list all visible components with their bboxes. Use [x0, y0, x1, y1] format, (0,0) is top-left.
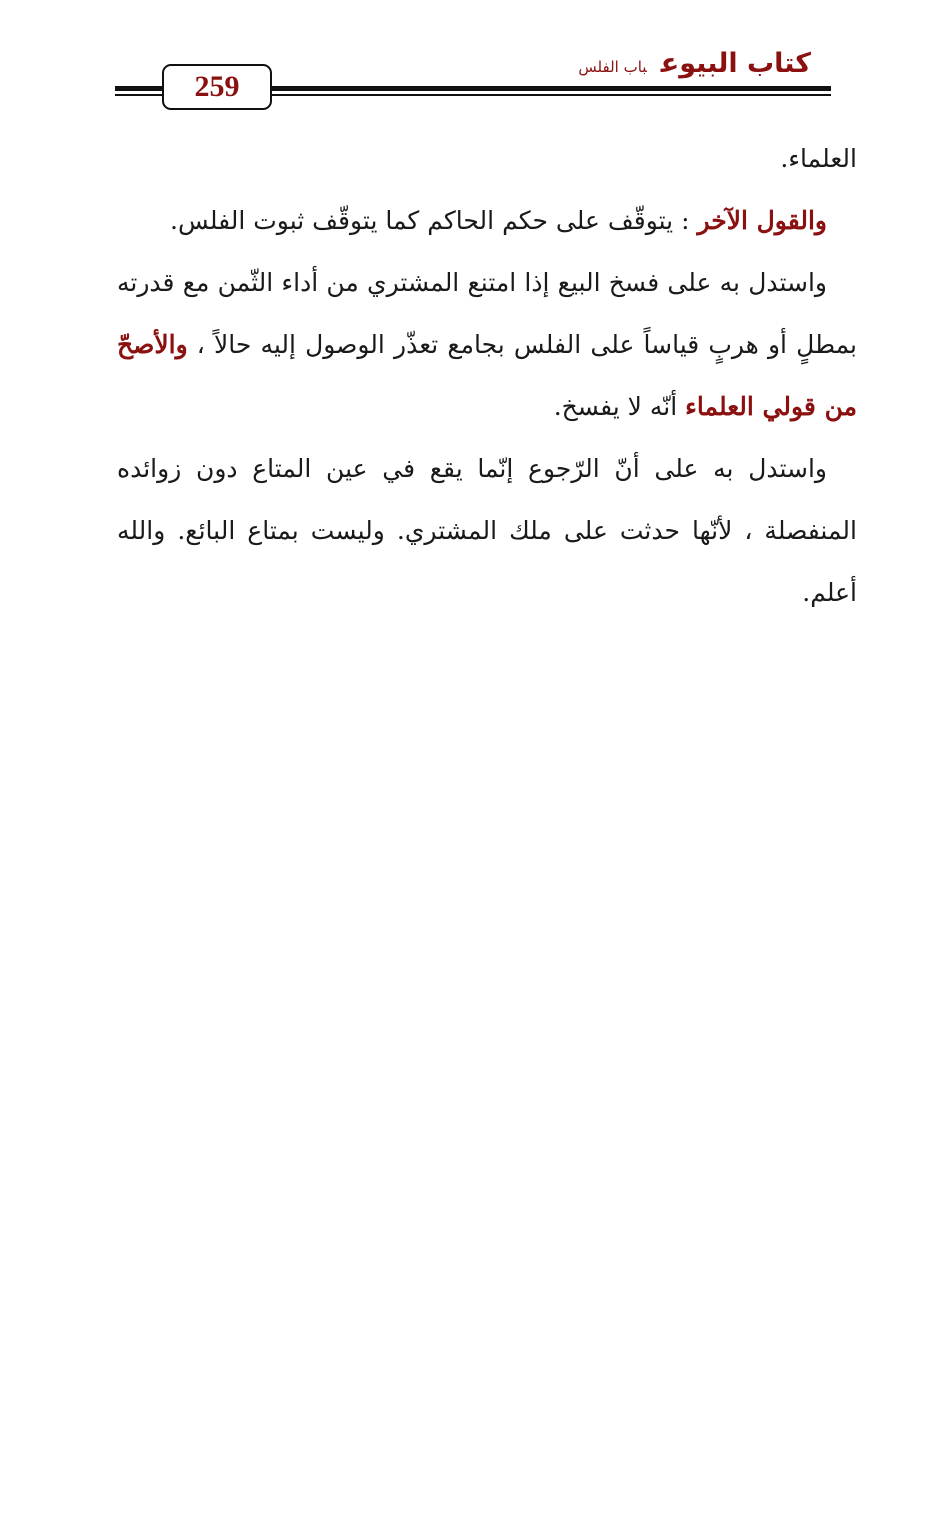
page-number-box — [162, 64, 272, 110]
page-body — [117, 128, 857, 624]
header-titles — [570, 46, 811, 82]
paragraph-1 — [117, 128, 857, 190]
paragraph-3 — [117, 252, 857, 438]
paragraph-4 — [117, 438, 857, 624]
preferred-opinion-highlight: والأصحّ من قولي العلماء — [117, 330, 857, 421]
page-header — [115, 50, 831, 112]
second-opinion-label: والقول الآخر — [697, 206, 827, 235]
paragraph-3-end: أنّه لا يفسخ. — [553, 392, 686, 421]
page-number: 259 — [194, 70, 240, 103]
paragraph-3-text: واستدل به على فسخ البيع إذا امتنع المشتري من أداء الثّمن مع قدرته بمطلٍ أو هربٍ قياساً على الفلس بجامع تعذّر الوصول إليه حالاً ، — [117, 268, 857, 359]
paragraph-2 — [117, 190, 857, 252]
paragraph-4-text: واستدل به على أنّ الرّجوع إنّما يقع في عين المتاع دون زوائده المنفصلة ، لأنّها حدثت على ملك المشتري. وليست بمتاع البائع. والله أعلم. — [117, 454, 857, 607]
paragraph-1-text: العلماء. — [780, 144, 857, 173]
book-title: كتاب البيوع — [660, 48, 811, 79]
paragraph-2-text: : يتوقّف على حكم الحاكم كما يتوقّف ثبوت الفلس. — [170, 206, 698, 235]
chapter-title: باب الفلس — [578, 58, 647, 76]
